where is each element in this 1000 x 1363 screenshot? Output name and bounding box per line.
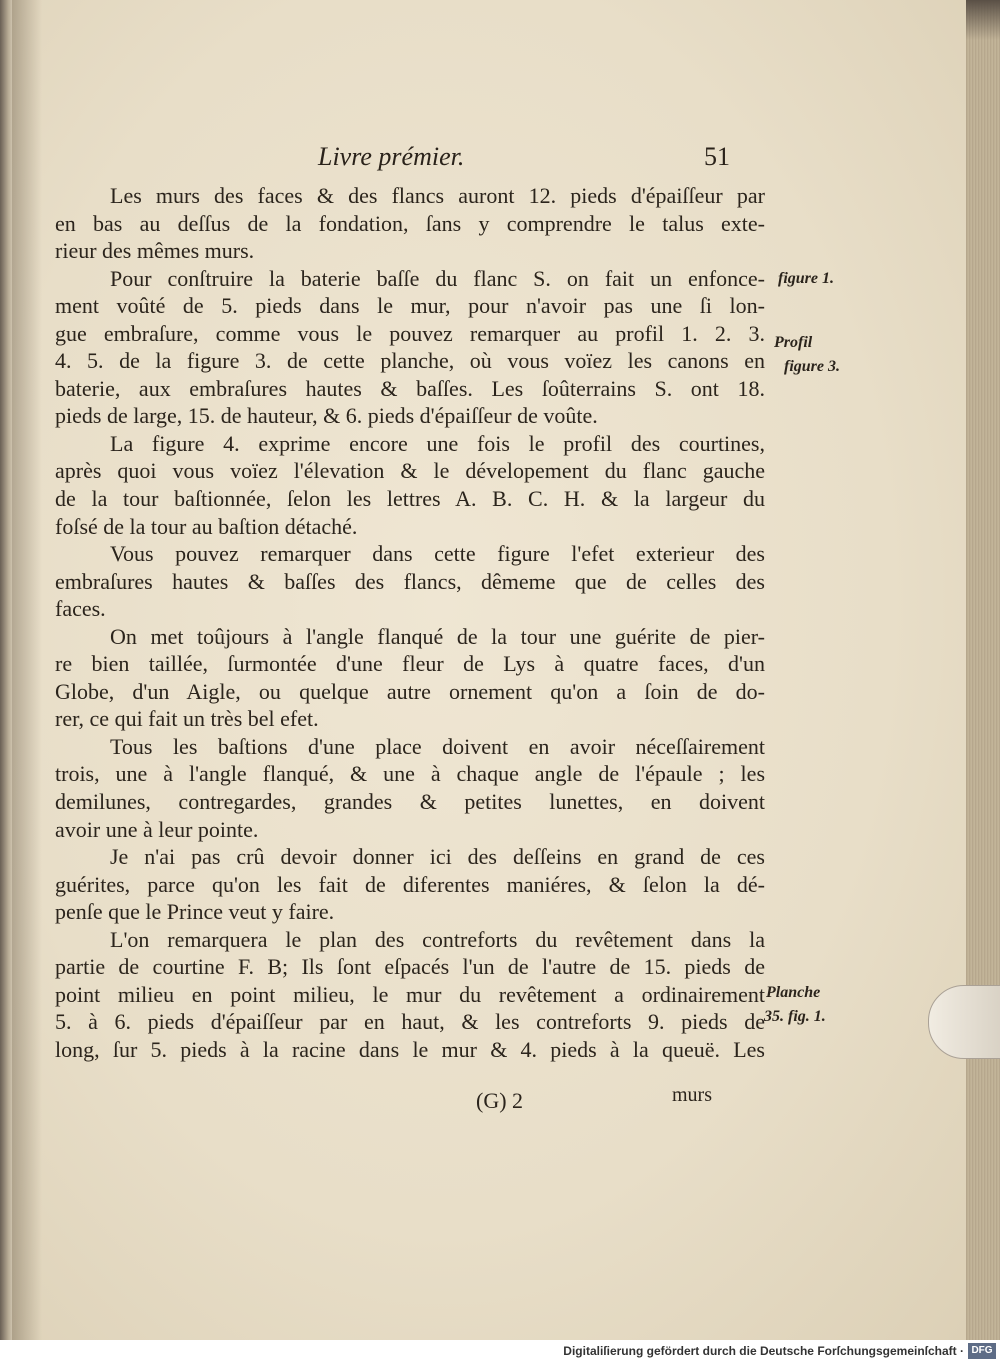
text-line: demilunes, contregardes, grandes & petites lunettes, en doivent	[55, 789, 765, 815]
text-line: après quoi vous voïez l'élevation & le dévelopement du flanc gauche	[55, 458, 765, 484]
page-header	[310, 142, 740, 182]
page-marker-tab	[928, 985, 1000, 1059]
dfg-logo: DFG	[968, 1343, 996, 1359]
page-stack-edge	[966, 0, 1000, 1340]
page-stack-shadow	[966, 0, 1000, 40]
text-line: de la tour baſtionnée, ſelon les lettres A. B. C. H. & la largeur du	[55, 486, 765, 512]
text-line: foſsé de la tour au baſtion détaché.	[55, 513, 358, 539]
signature-mark: (G) 2	[476, 1088, 524, 1113]
text-line: penſe que le Prince veut y faire.	[55, 899, 335, 925]
page-number: 51	[704, 142, 730, 171]
text-line: Je n'ai pas crû devoir donner ici des deſſeins en grand de ces	[110, 844, 765, 870]
text-line: gue embraſure, comme vous le pouvez remarquer au profil 1. 2. 3.	[55, 320, 765, 346]
text-line: guérites, parce qu'on les fait de diferentes maniéres, & ſelon la dé-	[55, 871, 765, 897]
text-line: On met toûjours à l'angle flanqué de la tour une guérite de pier-	[110, 623, 765, 649]
text-line: rer, ce qui fait un très bel efet.	[55, 706, 319, 732]
text-line: embraſures hautes & baſſes des flancs, dêmeme que de celles des	[55, 568, 765, 594]
text-line: Tous les baſtions d'une place doivent en avoir néceſſairement	[110, 733, 765, 759]
catchword: murs	[672, 1084, 712, 1106]
text-line: re bien taillée, ſurmontée d'une fleur de Lys à quatre faces, d'un	[55, 651, 765, 677]
text-line: en bas au deſſus de la fondation, ſans y comprendre le talus exte-	[55, 210, 765, 236]
funding-credit: Digitaliſierung gefördert durch die Deutsche Forſchungsgemeinſchaft ·	[563, 1344, 964, 1358]
text-line: La figure 4. exprime encore une fois le profil des courtines,	[110, 430, 765, 456]
margin-note: figure 3.	[784, 358, 840, 375]
text-line: ment voûté de 5. pieds dans le mur, pour n'avoir pas une ſi lon-	[55, 293, 765, 319]
footer-bar	[0, 1340, 1000, 1363]
text-line: trois, une à l'angle flanqué, & une à chaque angle de l'épaule ; les	[55, 761, 765, 787]
gutter-shadow	[12, 0, 42, 1340]
text-line: 5. à 6. pieds d'épaiſſeur par en haut, & les contreforts 9. pieds de	[55, 1009, 765, 1035]
margin-note: 35. fig. 1.	[764, 1008, 826, 1025]
text-line: Les murs des faces & des flancs auront 12. pieds d'épaiſſeur par	[110, 183, 765, 208]
text-line: partie de courtine F. B; Ils ſont eſpacés l'un de l'autre de 15. pieds de	[55, 954, 765, 980]
text-line: L'on remarquera le plan des contreforts du revêtement dans la	[110, 926, 765, 952]
text-line: point milieu en point milieu, le mur du revêtement a ordinairement	[55, 981, 765, 1007]
text-line: pieds de large, 15. de hauteur, & 6. pieds d'épaiſſeur de voûte.	[55, 403, 598, 429]
text-line: long, ſur 5. pieds à la racine dans le mur & 4. pieds à la queuë. Les	[55, 1036, 765, 1062]
margin-note: Profil	[774, 334, 813, 351]
text-line: faces.	[55, 596, 106, 622]
text-line: 4. 5. de la figure 3. de cette planche, où vous voïez les canons en	[55, 348, 765, 374]
margin-note: figure 1.	[778, 270, 834, 287]
margin-note: Planche	[766, 984, 821, 1001]
text-line: Globe, d'un Aigle, ou quelque autre ornement qu'on a ſoin de do-	[55, 678, 765, 704]
text-line: Pour conſtruire la baterie baſſe du flanc S. on fait un enfonce-	[110, 265, 765, 291]
body-text	[55, 182, 765, 1064]
running-head: Livre prémier.	[318, 142, 465, 171]
text-line: baterie, aux embraſures hautes & baſſes. Les ſoûterrains S. ont 18.	[55, 375, 765, 401]
text-line: avoir une à leur pointe.	[55, 816, 259, 842]
text-line: rieur des mêmes murs.	[55, 238, 255, 264]
text-line: Vous pouvez remarquer dans cette figure l'efet exterieur des	[110, 541, 765, 567]
